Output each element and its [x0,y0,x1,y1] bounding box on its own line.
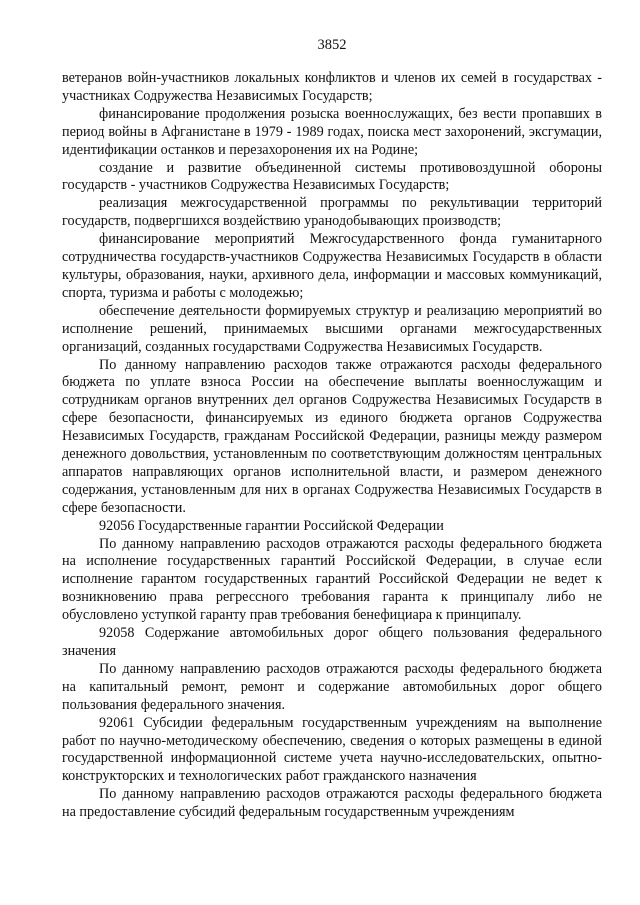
paragraph-roads: По данному направлению расходов отражаются расходы федерального бюджета на капитальный ремонт, ремонт и содержание автомобильных дорог общего пользования федерального значения. [62,660,602,713]
paragraph-subsidies: По данному направлению расходов отражаются расходы федерального бюджета на предоставление субсидий федеральным государственным учреждениям [62,786,602,821]
paragraph-continuation: ветеранов войн-участников локальных конфликтов и членов их семей в государствах - участниках Содружества Независимых Государств; [62,70,602,104]
page-number: 3852 [317,37,347,53]
document-body [62,70,602,822]
paragraph-recultivation: реализация межгосударственной программы по рекультивации территорий государств, подвергшихся воздействию уранодобывающих производств; [62,195,602,230]
paragraph-security-payments: По данному направлению расходов также отражаются расходы федерального бюджета по уплате взноса России на обеспечение выплаты военнослужащим и сотрудникам органов внутренних дел органов Содружества Независимых Государств в сфере безопасности, финансируемых из единого бюджета органов Содружества Независимых Государств, гражданам Российской Федерации, разницы между размером денежного довольствия, установленным по соответствующим должностям центральных аппаратов направляющих органов исполнительной власти, и размером денежного содержания, установленным для них в органах Содружества Независимых Государств в сфере безопасности. [62,356,602,516]
paragraph-air-defense: создание и развитие объединенной системы противовоздушной обороны государств - участников Содружества Независимых Государств; [62,159,602,194]
paragraph-guarantees: По данному направлению расходов отражаются расходы федерального бюджета на исполнение государственных гарантий Российской Федерации, в случае если исполнение гарантом государственных гарантий Российской Федерации не ведет к возникновению права регрессного требования гаранта к принципалу либо не обусловлено уступкой гаранту прав требования бенефициара к принципалу. [62,535,602,624]
paragraph-afghanistan-search: финансирование продолжения розыска военнослужащих, без вести пропавших в период войны в Афганистане в 1979 - 1989 годах, поиска мест захоронений, эксгумации, идентификации останков и перезахоронения их на Родине; [62,105,602,158]
paragraph-humanitarian-fund: финансирование мероприятий Межгосударственного фонда гуманитарного сотрудничества государств-участников Содружества Независимых Государств в области культуры, образования, науки, архивного дела, информации и массовых коммуникаций, спорта, туризма и работы с молодежью; [62,231,602,301]
section-heading-92061: 92061 Субсидии федеральным государственным учреждениям на выполнение работ по научно-методическому обеспечению, сведения о которых размещены в единой государственной информационной системе учета научно-исследовательских, опытно-конструкторских и технологических работ гражданского назначения [62,714,602,785]
section-heading-92058: 92058 Содержание автомобильных дорог общего пользования федерального значения [62,625,602,659]
section-heading-92056: 92056 Государственные гарантии Российской Федерации [99,517,444,534]
paragraph-structures: обеспечение деятельности формируемых структур и реализацию мероприятий во исполнение решений, принимаемых высшими органами межгосударственных организаций, созданных государствами Содружества Независимых Государств. [62,302,602,355]
